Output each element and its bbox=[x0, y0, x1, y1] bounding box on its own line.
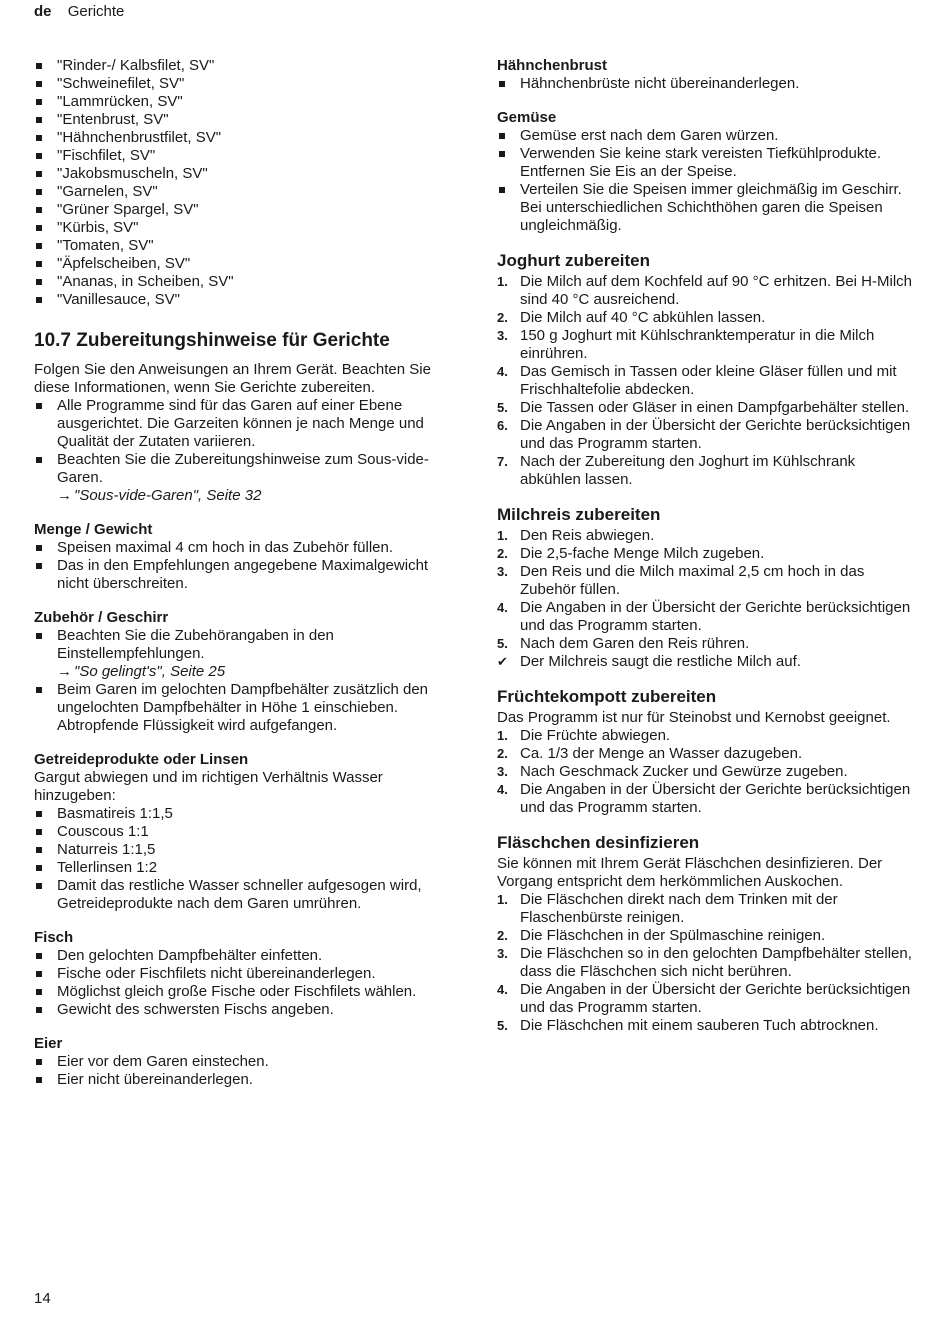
step-item bbox=[497, 327, 917, 363]
left-column bbox=[34, 57, 454, 1089]
step-number: 5. bbox=[497, 636, 508, 651]
subsection-title: Eier bbox=[34, 1035, 63, 1052]
step-text: Die 2,5-fache Menge Milch zugeben. bbox=[520, 545, 765, 562]
flaeschchen-steps bbox=[497, 891, 917, 1035]
step-text: Die Tassen oder Gläser in einen Dampfgarbehälter stellen. bbox=[520, 399, 910, 416]
subsection-title: Gemüse bbox=[497, 109, 557, 126]
step-item bbox=[497, 781, 917, 817]
step-item bbox=[497, 745, 917, 763]
list-item: Gemüse erst nach dem Garen würzen. bbox=[497, 127, 917, 145]
list-item: Speisen maximal 4 cm hoch in das Zubehör füllen. bbox=[34, 539, 454, 557]
list-item: "Rinder-/ Kalbsfilet, SV" bbox=[34, 57, 454, 75]
step-number: 6. bbox=[497, 418, 508, 433]
list-item: Hähnchenbrüste nicht übereinanderlegen. bbox=[497, 75, 917, 93]
list-item: Naturreis 1:1,5 bbox=[34, 841, 454, 859]
step-number: 2. bbox=[497, 310, 508, 325]
step-item bbox=[497, 563, 917, 599]
step-item bbox=[497, 727, 917, 745]
list-item: Möglichst gleich große Fische oder Fischfilets wählen. bbox=[34, 983, 454, 1001]
list-item: Das in den Empfehlungen angegebene Maximalgewicht nicht überschreiten. bbox=[34, 557, 454, 593]
step-text: Das Gemisch in Tassen oder kleine Gläser füllen und mit Frischhaltefolie abdecken. bbox=[520, 363, 897, 398]
step-item bbox=[497, 399, 917, 417]
step-item bbox=[497, 309, 917, 327]
result-text: Der Milchreis saugt die restliche Milch auf. bbox=[520, 653, 801, 670]
list-item: "Grüner Spargel, SV" bbox=[34, 201, 454, 219]
eier-list bbox=[34, 1053, 454, 1089]
list-item: Damit das restliche Wasser schneller aufgesogen wird, Getreideprodukte nach dem Garen umrühren. bbox=[34, 877, 454, 913]
page-header bbox=[34, 3, 124, 20]
step-item bbox=[497, 763, 917, 781]
list-item: "Lammrücken, SV" bbox=[34, 93, 454, 111]
step-number: 3. bbox=[497, 764, 508, 779]
list-item: Den gelochten Dampfbehälter einfetten. bbox=[34, 947, 454, 965]
step-number: 3. bbox=[497, 564, 508, 579]
section-title: 10.7 Zubereitungshinweise für Gerichte bbox=[34, 330, 390, 351]
step-number: 3. bbox=[497, 328, 508, 343]
step-text: 150 g Joghurt mit Kühlschranktemperatur in die Milch einrühren. bbox=[520, 327, 875, 362]
list-item: "Vanillesauce, SV" bbox=[34, 291, 454, 309]
list-item: Eier vor dem Garen einstechen. bbox=[34, 1053, 454, 1071]
step-item bbox=[497, 417, 917, 453]
joghurt-steps bbox=[497, 273, 917, 489]
list-item: "Jakobsmuscheln, SV" bbox=[34, 165, 454, 183]
subsection-title: Milchreis zubereiten bbox=[497, 505, 661, 524]
list-item: Fische oder Fischfilets nicht übereinanderlegen. bbox=[34, 965, 454, 983]
list-item: Couscous 1:1 bbox=[34, 823, 454, 841]
step-text: Die Früchte abwiegen. bbox=[520, 727, 671, 744]
arrow-right-icon: → bbox=[57, 663, 72, 680]
step-number: 2. bbox=[497, 546, 508, 561]
step-item bbox=[497, 363, 917, 399]
paragraph: Das Programm ist nur für Steinobst und Kernobst geeignet. bbox=[497, 709, 891, 726]
step-number: 5. bbox=[497, 1018, 508, 1033]
cross-reference-link[interactable] bbox=[57, 487, 261, 504]
result-item bbox=[497, 653, 917, 671]
list-item: Tellerlinsen 1:2 bbox=[34, 859, 454, 877]
subsection-title: Fisch bbox=[34, 929, 74, 946]
list-item: Beim Garen im gelochten Dampfbehälter zusätzlich den ungelochten Dampfbehälter in Höhe 1 einschieben. Abtropfende Flüssigkeit wird aufgefangen. bbox=[34, 681, 454, 735]
list-item: "Äpfelscheiben, SV" bbox=[34, 255, 454, 273]
step-number: 4. bbox=[497, 364, 508, 379]
subsection-title: Fläschchen desinfizieren bbox=[497, 833, 700, 852]
list-item-text: Beachten Sie die Zubehörangaben in den Einstellempfehlungen. bbox=[57, 627, 334, 662]
step-item bbox=[497, 891, 917, 927]
step-number: 4. bbox=[497, 782, 508, 797]
step-number: 5. bbox=[497, 400, 508, 415]
step-text: Die Milch auf dem Kochfeld auf 90 °C erhitzen. Bei H-Milch sind 40 °C ausreichend. bbox=[520, 273, 912, 308]
step-text: Die Angaben in der Übersicht der Gerichte berücksichtigen und das Programm starten. bbox=[520, 599, 911, 634]
list-item: "Fischfilet, SV" bbox=[34, 147, 454, 165]
checkmark-icon: ✔ bbox=[497, 654, 508, 669]
list-item: Gewicht des schwersten Fischs angeben. bbox=[34, 1001, 454, 1019]
step-text: Nach Geschmack Zucker und Gewürze zugeben. bbox=[520, 763, 848, 780]
cross-reference-link[interactable] bbox=[57, 663, 225, 680]
cross-reference-text: "So gelingt's", Seite 25 bbox=[74, 663, 226, 680]
step-item bbox=[497, 599, 917, 635]
step-item bbox=[497, 981, 917, 1017]
list-item: "Entenbrust, SV" bbox=[34, 111, 454, 129]
step-number: 4. bbox=[497, 600, 508, 615]
step-text: Die Milch auf 40 °C abkühlen lassen. bbox=[520, 309, 766, 326]
list-item: "Hähnchenbrustfilet, SV" bbox=[34, 129, 454, 147]
list-item bbox=[34, 451, 454, 505]
subsection-title: Joghurt zubereiten bbox=[497, 251, 651, 270]
cross-reference-text: "Sous-vide-Garen", Seite 32 bbox=[74, 487, 262, 504]
gemuese-list bbox=[497, 127, 917, 235]
list-item: "Tomaten, SV" bbox=[34, 237, 454, 255]
menge-list bbox=[34, 539, 454, 593]
step-number: 1. bbox=[497, 274, 508, 289]
step-item bbox=[497, 927, 917, 945]
list-item-text: Beachten Sie die Zubereitungshinweise zum Sous-vide-Garen. bbox=[57, 451, 429, 486]
step-item bbox=[497, 545, 917, 563]
subsection-title: Hähnchenbrust bbox=[497, 57, 608, 74]
step-text: Nach dem Garen den Reis rühren. bbox=[520, 635, 750, 652]
step-text: Nach der Zubereitung den Joghurt im Kühlschrank abkühlen lassen. bbox=[520, 453, 856, 488]
step-number: 2. bbox=[497, 928, 508, 943]
step-number: 1. bbox=[497, 892, 508, 907]
list-item: Alle Programme sind für das Garen auf einer Ebene ausgerichtet. Die Garzeiten können je nach Menge und Qualität der Zutaten variieren. bbox=[34, 397, 454, 451]
section-intro: Folgen Sie den Anweisungen an Ihrem Gerät. Beachten Sie diese Informationen, wenn Sie Gerichte zubereiten. bbox=[34, 361, 431, 396]
language-code: de bbox=[34, 3, 52, 20]
paragraph: Sie können mit Ihrem Gerät Fläschchen desinfizieren. Der Vorgang entspricht dem herkömmlichen Auskochen. bbox=[497, 855, 883, 890]
list-item: "Schweinefilet, SV" bbox=[34, 75, 454, 93]
step-item bbox=[497, 527, 917, 545]
step-number: 4. bbox=[497, 982, 508, 997]
milchreis-steps bbox=[497, 527, 917, 671]
program-list bbox=[34, 57, 454, 309]
list-item: Eier nicht übereinanderlegen. bbox=[34, 1071, 454, 1089]
getreide-list bbox=[34, 805, 454, 913]
step-number: 2. bbox=[497, 746, 508, 761]
step-text: Ca. 1/3 der Menge an Wasser dazugeben. bbox=[520, 745, 803, 762]
list-item: Verwenden Sie keine stark vereisten Tiefkühlprodukte. Entfernen Sie Eis an der Speise. bbox=[497, 145, 917, 181]
intro-list bbox=[34, 397, 454, 505]
step-text: Die Fläschchen so in den gelochten Dampfbehälter stellen, dass die Fläschchen sich nicht berühren. bbox=[520, 945, 912, 980]
step-text: Die Fläschchen mit einem sauberen Tuch abtrocknen. bbox=[520, 1017, 879, 1034]
haehnchen-list bbox=[497, 75, 917, 93]
paragraph: Gargut abwiegen und im richtigen Verhältnis Wasser hinzugeben: bbox=[34, 769, 383, 804]
step-number: 1. bbox=[497, 728, 508, 743]
step-text: Die Fläschchen in der Spülmaschine reinigen. bbox=[520, 927, 826, 944]
subsection-title: Getreideprodukte oder Linsen bbox=[34, 751, 249, 768]
subsection-title: Zubehör / Geschirr bbox=[34, 609, 169, 626]
step-item bbox=[497, 945, 917, 981]
step-item bbox=[497, 273, 917, 309]
list-item: "Garnelen, SV" bbox=[34, 183, 454, 201]
zubehoer-list bbox=[34, 627, 454, 735]
subsection-title: Früchtekompott zubereiten bbox=[497, 687, 717, 706]
list-item: "Kürbis, SV" bbox=[34, 219, 454, 237]
step-text: Den Reis abwiegen. bbox=[520, 527, 655, 544]
arrow-right-icon: → bbox=[57, 487, 72, 504]
step-number: 3. bbox=[497, 946, 508, 961]
step-text: Die Angaben in der Übersicht der Gerichte berücksichtigen und das Programm starten. bbox=[520, 781, 911, 816]
step-text: Die Fläschchen direkt nach dem Trinken mit der Flaschenbürste reinigen. bbox=[520, 891, 838, 926]
kompott-steps bbox=[497, 727, 917, 817]
fisch-list bbox=[34, 947, 454, 1019]
step-text: Die Angaben in der Übersicht der Gerichte berücksichtigen und das Programm starten. bbox=[520, 417, 911, 452]
list-item: "Ananas, in Scheiben, SV" bbox=[34, 273, 454, 291]
list-item: Verteilen Sie die Speisen immer gleichmäßig im Geschirr. Bei unterschiedlichen Schichthöhen garen die Speisen ungleichmäßig. bbox=[497, 181, 917, 235]
step-number: 7. bbox=[497, 454, 508, 469]
step-text: Den Reis und die Milch maximal 2,5 cm hoch in das Zubehör füllen. bbox=[520, 563, 865, 598]
page-number: 14 bbox=[34, 1290, 51, 1307]
subsection-title: Menge / Gewicht bbox=[34, 521, 153, 538]
step-text: Die Angaben in der Übersicht der Gerichte berücksichtigen und das Programm starten. bbox=[520, 981, 911, 1016]
list-item: Basmatireis 1:1,5 bbox=[34, 805, 454, 823]
step-item bbox=[497, 1017, 917, 1035]
list-item bbox=[34, 627, 454, 681]
right-column bbox=[497, 57, 917, 1035]
step-number: 1. bbox=[497, 528, 508, 543]
step-item bbox=[497, 453, 917, 489]
header-title: Gerichte bbox=[67, 3, 125, 20]
step-item bbox=[497, 635, 917, 653]
